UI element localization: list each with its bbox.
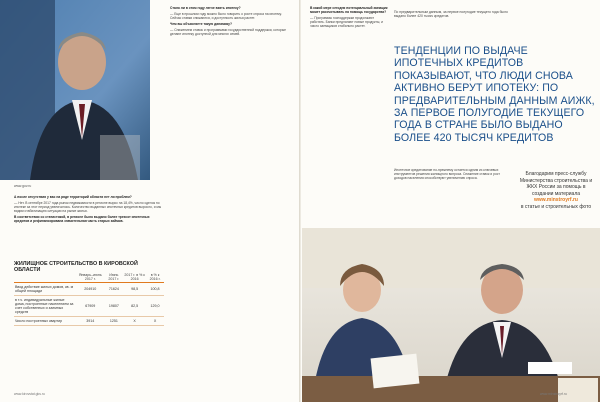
cell: 3914 bbox=[76, 317, 105, 326]
intro-question: А после отсутствия у вас на ряде территорий области нет ли проблем? bbox=[14, 195, 132, 199]
table-header: Январь–июнь 2017 г. bbox=[76, 272, 105, 283]
col2-question-2: Чем вы объясняете такую динамику? bbox=[170, 22, 233, 27]
left-column-2 bbox=[170, 6, 292, 396]
thanks-text: Благодарим пресс-службу Министерства строительства и ЖКХ России за помощь в создании материала bbox=[519, 171, 593, 197]
housing-table bbox=[14, 272, 164, 326]
thanks-sidebar bbox=[517, 171, 595, 211]
thanks-tail: в статье и строительных фото bbox=[520, 203, 592, 210]
right-column-1 bbox=[310, 6, 388, 206]
right-question: В какой мере сегодня потенциальный заемщик может рассчитывать на помощь государства? bbox=[310, 6, 388, 15]
row-label: в т.ч. индивидуальные жилые дома, построенные населением за счет собственных и заемных средств bbox=[14, 296, 76, 317]
cell: 204910 bbox=[76, 283, 105, 296]
cell: X bbox=[146, 317, 164, 326]
meeting-photo bbox=[302, 228, 600, 402]
col2-text-1: — Еще в прошлом году можно было говорить о росте спроса на ипотеку. Сейчас ставки снижаются, и доступность жилья растет. bbox=[170, 12, 282, 21]
table-row bbox=[14, 283, 164, 296]
right-lower-text bbox=[394, 168, 512, 228]
pull-quote: ТЕНДЕНЦИИ ПО ВЫДАЧЕ ИПОТЕЧНЫХ КРЕДИТОВ ПОКАЗЫВАЮТ, ЧТО ЛЮДИ СНОВА АКТИВНО БЕРУТ ИПОТЕКУ: ПО ПРЕДВАРИТЕЛЬНЫМ ДАННЫМ АИЖК, ЗА ПЕРВОЕ ПОЛУГОДИЕ ТЕКУЩЕГО ГОДА В СТРАНЕ БЫЛО ВЫДАНО БОЛЕЕ 420 ТЫСЯЧ КРЕДИТОВ bbox=[394, 45, 595, 144]
ministry-link[interactable]: www.minstroyrf.ru bbox=[534, 197, 578, 204]
left-column-1 bbox=[14, 195, 162, 257]
cell: 82,5 bbox=[123, 296, 146, 317]
right-text-1: — Программы господдержки продолжают работать. Банки предлагают новые продукты, и число заемщиков стабильно растет. bbox=[310, 16, 383, 29]
table-header: в % к 2016 г. bbox=[146, 272, 164, 283]
minister-photo bbox=[0, 0, 150, 180]
cell: 129,0 bbox=[146, 296, 164, 317]
photo-caption: www.gov.ru bbox=[14, 184, 32, 188]
row-label: Число построенных квартир bbox=[14, 317, 76, 326]
col2-question-1: Стало ли в этом году легче взять ипотеку? bbox=[170, 6, 241, 10]
spine-divider bbox=[299, 0, 301, 402]
cell: 1251 bbox=[105, 317, 124, 326]
table-title: ЖИЛИЩНОЕ СТРОИТЕЛЬСТВО В КИРОВСКОЙ ОБЛАСТИ bbox=[14, 261, 138, 273]
right-column-2-head: По предварительным данным, за первое полугодие текущего года было выдано более 420 тысяч кредитов. bbox=[394, 10, 508, 19]
row-label: Ввод действие жилых домов, кв. м общей площади bbox=[14, 283, 76, 296]
cell: 98,5 bbox=[123, 283, 146, 296]
left-footer: www.kirovstat.gks.ru bbox=[14, 392, 45, 396]
right-footer: www.minstroyrf.ru bbox=[540, 392, 567, 396]
cell: 100,8 bbox=[146, 283, 164, 296]
cell: X bbox=[123, 317, 146, 326]
intro-text: — Нет. В сентябре 2017 года рынок недвижимости в регионе вырос на 18,4%, число сделок по ипотеке за этот период увеличилось. Количество выданных ипотечных кредитов выросло, и мы видим стабилизацию ситуации на рынке жилья. bbox=[14, 201, 162, 214]
table-row bbox=[14, 296, 164, 317]
cell: 71624 bbox=[105, 283, 124, 296]
table-header: Июнь 2017 г. bbox=[105, 272, 124, 283]
table-header bbox=[14, 272, 76, 283]
lower-text: Ипотечное кредитование по-прежнему остается одним из ключевых инструментов решения жилищного вопроса. Снижение ставок и рост доходов населения способствуют увеличению спроса. bbox=[394, 168, 500, 181]
cell: 67909 bbox=[76, 296, 105, 317]
highlight-text: В соответствии со статистикой, в регионе было выдано более трехсот ипотечных кредитов и рефинансирована значительная часть старых займов. bbox=[14, 215, 150, 224]
table-row bbox=[14, 317, 164, 326]
cell: 19807 bbox=[105, 296, 124, 317]
col2-text-2: — Снижением ставок и программами государственной поддержки, которые делают ипотеку доступной для многих семей. bbox=[170, 28, 286, 37]
table-header: 2017 г. в % к 2016 bbox=[124, 273, 145, 281]
